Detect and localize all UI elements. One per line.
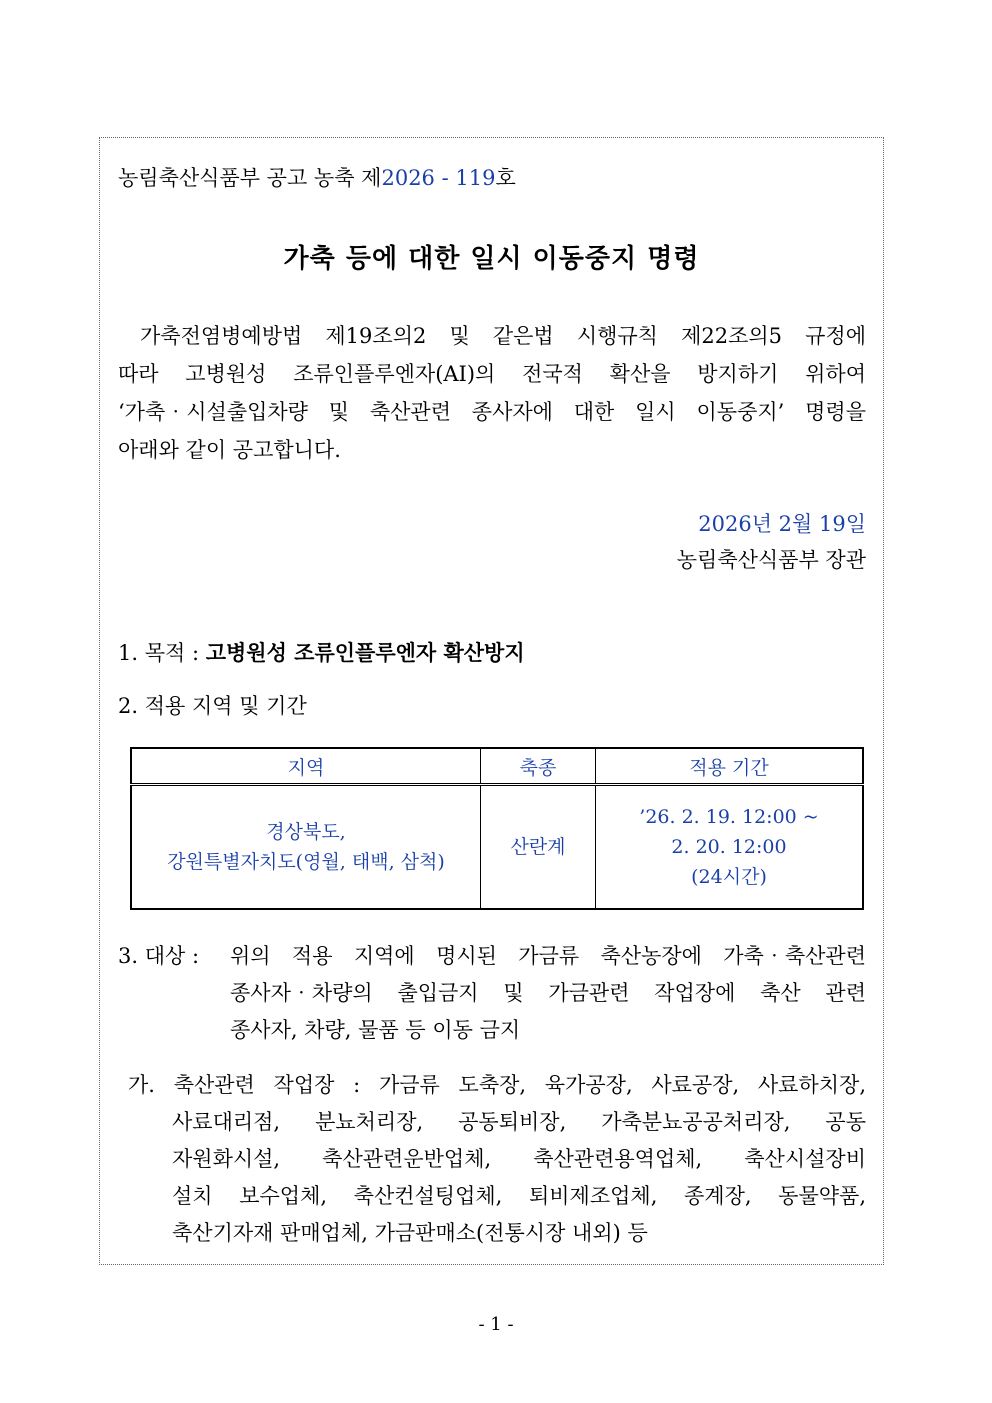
cell-region (131, 785, 481, 910)
ga-line-1: 가. 축산관련 작업장 : 가금류 도축장, 육가공장, 사료공장, 사료하치장, (128, 1073, 866, 1097)
document-title: 가축 등에 대한 일시 이동중지 명령 (283, 244, 700, 274)
region-line-1: 경상북도, (266, 821, 346, 843)
ga-line-5: 축산기자재 판매업체, 가금판매소(전통시장 내외) 등 (172, 1221, 648, 1245)
header-region: 지역 (131, 748, 481, 785)
section-1-label: 1. 목적 : (118, 641, 206, 665)
header-species: 축종 (481, 748, 596, 785)
ga-line-3: 자원화시설, 축산관련운반업체, 축산관련용역업체, 축산시설장비 (172, 1147, 866, 1171)
issuer: 농림축산식품부 장관 (676, 548, 866, 572)
cell-period (596, 785, 864, 910)
header-period: 적용 기간 (596, 748, 864, 785)
body-line-2: 따라 고병원성 조류인플루엔자(AI)의 전국적 확산을 방지하기 위하여 (118, 362, 866, 386)
announcement-date: 2026년 2월 19일 (698, 512, 866, 536)
section-1 (118, 637, 525, 667)
period-line-2: 2. 20. 12:00 (671, 836, 787, 858)
body-line-1: 가축전염병예방법 제19조의2 및 같은법 시행규칙 제22조의5 규정에 (140, 324, 866, 348)
notice-suffix: 호 (495, 166, 516, 190)
body-line-4: 아래와 같이 공고합니다. (118, 438, 341, 462)
ga-line-2: 사료대리점, 분뇨처리장, 공동퇴비장, 가축분뇨공공처리장, 공동 (172, 1110, 866, 1134)
notice-num: 2026 - 119 (381, 166, 496, 190)
ga-line-4: 설치 보수업체, 축산컨설팅업체, 퇴비제조업체, 종계장, 동물약품, (172, 1184, 866, 1208)
notice-number (118, 162, 516, 192)
table-header-row (131, 748, 863, 785)
section-3-line-2: 종사자‧차량의 출입금지 및 가금관련 작업장에 축산 관련 (230, 981, 866, 1005)
table-row (131, 785, 863, 910)
section-3-line-3: 종사자, 차량, 물품 등 이동 금지 (230, 1018, 521, 1042)
cell-species: 산란계 (481, 785, 596, 910)
period-line-1: ’26. 2. 19. 12:00 ~ (639, 806, 819, 828)
section-3-label: 3. 대상 : (118, 944, 200, 968)
body-line-3: ‘가축‧시설출입차량 및 축산관련 종사자에 대한 일시 이동중지’ 명령을 (118, 400, 866, 424)
region-table (130, 747, 864, 910)
page-number: - 1 - (478, 1314, 514, 1335)
period-line-3: (24시간) (691, 866, 767, 888)
notice-prefix: 농림축산식품부 공고 농축 제 (118, 166, 382, 190)
section-1-value: 고병원성 조류인플루엔자 확산방지 (205, 640, 525, 665)
section-3-line-1: 위의 적용 지역에 명시된 가금류 축산농장에 가축‧축산관련 (230, 944, 866, 968)
region-line-2: 강원특별자치도(영월, 태백, 삼척) (167, 851, 445, 873)
section-2-label: 2. 적용 지역 및 기간 (118, 694, 307, 718)
